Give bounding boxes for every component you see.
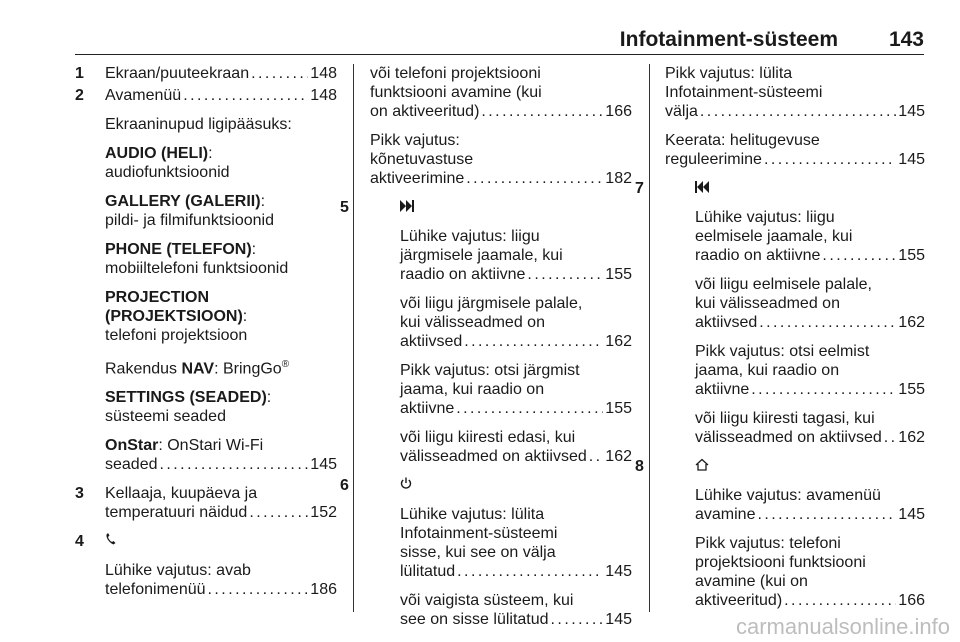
entry-number: 5 bbox=[340, 199, 349, 216]
page-ref: 152 bbox=[310, 504, 337, 522]
page-ref: 186 bbox=[310, 581, 337, 599]
header-rule bbox=[75, 54, 924, 55]
entry-8: 8 Lühike vajutus: avamenüü avamine . . . 145 Pikk vajutus: telefoni projektsiooni funktsiooni avamine (kui on aktiveeritud) . . . 166 bbox=[665, 457, 925, 610]
power-icon bbox=[400, 477, 412, 490]
page-ref: 145 bbox=[310, 456, 337, 474]
column-divider bbox=[649, 64, 650, 612]
skip-forward-icon bbox=[400, 200, 414, 212]
page-ref: 162 bbox=[605, 448, 632, 465]
page-ref: 145 bbox=[898, 506, 925, 523]
page-ref: 155 bbox=[605, 400, 632, 417]
entry-5: 5 Lühike vajutus: liigu järgmisele jaamale, kui raadio on aktiivne . . . 155 või liigu järgmisele palale, kui välisseadmed on aktiivsed . . . 162 Pikk vajutus: otsi järgmist jaama, kui raadio on aktiivne . . . 155 või liigu kiiresti edasi, kui välisseadmed on aktiivsed . . . 162 bbox=[370, 198, 632, 466]
page-ref: 182 bbox=[605, 170, 632, 187]
page-ref: 162 bbox=[898, 314, 925, 331]
column-1 bbox=[75, 64, 337, 599]
page-ref: 145 bbox=[605, 563, 632, 580]
column-divider bbox=[353, 64, 354, 612]
page-ref: 155 bbox=[605, 266, 632, 283]
entry-number: 2 bbox=[75, 87, 84, 104]
page-number: 143 bbox=[888, 28, 924, 51]
page-ref: 162 bbox=[605, 333, 632, 350]
continuation-block: Pikk vajutus: kõnetuvastuse aktiveerimine . . . 182 bbox=[370, 131, 632, 188]
column-3 bbox=[635, 64, 925, 610]
page-ref: 166 bbox=[898, 592, 925, 609]
column-2 bbox=[340, 64, 632, 629]
skip-back-icon bbox=[695, 181, 709, 193]
home-icon bbox=[695, 458, 709, 471]
entry-number: 1 bbox=[75, 65, 84, 82]
continuation-block: Pikk vajutus: lülita Infotainment-süsteemi välja . . . 145 bbox=[665, 64, 925, 121]
page-ref: 145 bbox=[605, 611, 632, 628]
page-ref: 148 bbox=[310, 65, 337, 82]
entry-number: 4 bbox=[75, 533, 84, 551]
entry-1: 1 Ekraan/puuteekraan . . . 148 bbox=[75, 64, 337, 83]
entry-6: 6 Lühike vajutus: lülita Infotainment-süsteemi sisse, kui see on välja lülitatud . . . 145 või vaigista süsteem, kui see on sisse lülitatud . . . 145 bbox=[370, 476, 632, 629]
page-ref: 166 bbox=[605, 103, 632, 120]
page-ref: 155 bbox=[898, 247, 925, 264]
entry-number: 8 bbox=[635, 458, 644, 475]
page-title: Infotainment-süsteem bbox=[619, 28, 838, 51]
page-ref: 155 bbox=[898, 381, 925, 398]
page-ref: 162 bbox=[898, 429, 925, 446]
entry-7: 7 Lühike vajutus: liigu eelmisele jaamale, kui raadio on aktiivne . . . 155 või liigu eelmisele palale, kui välisseadmed on aktiivsed . . . 162 Pikk vajutus: otsi eelmist jaama, kui raadio on aktiivne . . . 155 või liigu kiiresti tagasi, kui välisseadmed on aktiivsed . . . 162 bbox=[665, 179, 925, 447]
page-ref: 145 bbox=[898, 151, 925, 168]
page-ref: 148 bbox=[310, 87, 337, 104]
entry-number: 7 bbox=[635, 180, 644, 197]
entry-number: 6 bbox=[340, 477, 349, 494]
page-ref: 145 bbox=[898, 103, 925, 120]
entry-number: 3 bbox=[75, 485, 84, 503]
phone-icon bbox=[105, 532, 117, 546]
watermark: carmanualsonline.info bbox=[735, 614, 950, 639]
entry-3: 3 Kellaaja, kuupäeva ja temperatuuri näidud . . . 152 bbox=[75, 484, 337, 522]
continuation-block: Keerata: helitugevuse reguleerimine . . . 145 bbox=[665, 131, 925, 169]
continuation-block: või telefoni projektsiooni funktsiooni avamine (kui on aktiveeritud) . . . 166 bbox=[370, 64, 632, 121]
entry-4: 4 Lühike vajutus: avab telefonimenüü . . . 186 bbox=[75, 532, 337, 599]
entry-2: 2 Avamenüü . . . 148 Ekraaninupud ligipääsuks: AUDIO (HELI): audiofunktsioonid GALLERY (GALERII): pildi- ja filmifunktsioonid PHONE (TELEFON): mobiiltelefoni funktsioonid PROJECTION (PROJEKTSIOON): telefoni projektsioon Rakendus NAV: BringGo® SETTINGS (SEADED): süsteemi seaded OnStar: OnStari Wi-Fi seaded . . . 145 bbox=[75, 86, 337, 474]
